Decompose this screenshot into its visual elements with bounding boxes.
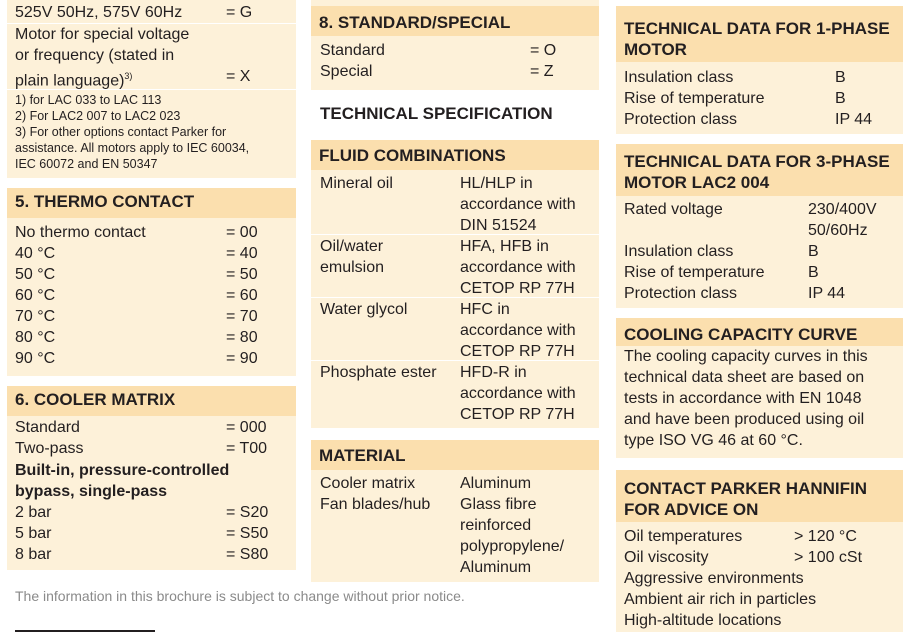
three-phase-spec-label: Insulation class xyxy=(624,243,734,260)
standard-special-code: = Z xyxy=(530,63,554,80)
contact-condition-item: Ambient air rich in particles xyxy=(624,591,817,608)
special-motor-label-2: or frequency (stated in xyxy=(15,47,175,64)
contact-condition-item: High-altitude locations xyxy=(624,612,782,629)
material-label-fan: Fan blades/hub xyxy=(320,496,431,513)
special-motor-label-3: plain language)$^{3)}$ xyxy=(15,71,133,90)
standard-special-label: Standard xyxy=(320,42,385,59)
fluid-type-label: emulsion xyxy=(320,259,385,276)
fluid-type-label: Mineral oil xyxy=(320,175,393,192)
three-phase-spec-label: Rise of temperature xyxy=(624,264,765,281)
contact-condition-item: Aggressive environments xyxy=(624,570,804,587)
fluid-spec-value: CETOP RP 77H xyxy=(460,406,575,423)
one-phase-spec-label: Protection class xyxy=(624,111,737,128)
rated-voltage-value-2: 50/60Hz xyxy=(808,222,868,239)
thermo-option-code: = 50 xyxy=(226,266,258,283)
fluid-spec-value: accordance with xyxy=(460,259,576,276)
special-motor-code: = X xyxy=(226,68,251,85)
fluid-spec-value: accordance with xyxy=(460,385,576,402)
contact-condition-value: > 100 cSt xyxy=(794,549,863,566)
fluid-spec-value: CETOP RP 77H xyxy=(460,343,575,360)
rated-voltage-value-1: 230/400V xyxy=(808,201,877,218)
bypass-option-code: = S20 xyxy=(226,504,269,521)
footnote-4: assistance. All motors apply to IEC 60034, xyxy=(15,141,250,155)
bypass-heading-1: Built-in, pressure-controlled xyxy=(15,462,230,479)
bypass-option-label: 8 bar xyxy=(15,546,52,563)
bypass-heading-2: bypass, single-pass xyxy=(15,483,168,500)
voltage-option-label: 525V 50Hz, 575V 60Hz xyxy=(15,4,183,21)
fluid-type-label: Oil/water xyxy=(320,238,384,255)
fluid-spec-value: accordance with xyxy=(460,322,576,339)
fluid-spec-value: HFC in xyxy=(460,301,510,318)
cooling-capacity-line: type ISO VG 46 at 60 °C. xyxy=(624,432,803,449)
cooler-option-label: Two-pass xyxy=(15,440,84,457)
fluid-spec-value: HL/HLP in xyxy=(460,175,533,192)
bypass-option-code: = S80 xyxy=(226,546,269,563)
footnote-ref: 3) xyxy=(124,71,133,81)
fluid-spec-value: HFD-R in xyxy=(460,364,527,381)
cooler-option-code: = 000 xyxy=(226,419,267,436)
cooling-capacity-title: COOLING CAPACITY CURVE xyxy=(616,318,903,346)
standard-special-label: Special xyxy=(320,63,373,80)
cooler-option-label: Standard xyxy=(15,419,80,436)
cooling-capacity-line: and have been produced using oil xyxy=(624,411,865,428)
thermo-option-code: = 80 xyxy=(226,329,258,346)
thermo-option-code: = 90 xyxy=(226,350,258,367)
fluid-type-label: Water glycol xyxy=(320,301,408,318)
thermo-option-label: 50 °C xyxy=(15,266,56,283)
thermo-option-code: = 70 xyxy=(226,308,258,325)
thermo-option-label: No thermo contact xyxy=(15,224,146,241)
material-value-fan-1: Glass fibre xyxy=(460,496,537,513)
footnote-3: 3) For other options contact Parker for xyxy=(15,125,227,139)
divider xyxy=(311,234,599,235)
thermo-option-label: 90 °C xyxy=(15,350,56,367)
material-label-cooler-matrix: Cooler matrix xyxy=(320,475,416,492)
three-phase-spec-value: B xyxy=(808,264,819,281)
cooling-capacity-line: technical data sheet are based on xyxy=(624,369,865,386)
thermo-option-label: 70 °C xyxy=(15,308,56,325)
three-phase-spec-label: Protection class xyxy=(624,285,737,302)
voltage-option-code: = G xyxy=(226,4,253,21)
thermo-option-code: = 00 xyxy=(226,224,258,241)
cooling-capacity-line: tests in accordance with EN 1048 xyxy=(624,390,862,407)
one-phase-title: TECHNICAL DATA FOR 1-PHASE MOTOR xyxy=(616,6,903,62)
one-phase-spec-value: B xyxy=(835,90,846,107)
cooler-option-code: = T00 xyxy=(226,440,268,457)
bypass-option-label: 2 bar xyxy=(15,504,52,521)
bypass-option-label: 5 bar xyxy=(15,525,52,542)
material-value-fan-2: reinforced xyxy=(460,517,532,534)
footnote-5: IEC 60072 and EN 50347 xyxy=(15,157,158,171)
thermo-option-code: = 40 xyxy=(226,245,258,262)
thermo-option-label: 40 °C xyxy=(15,245,56,262)
special-motor-label-1: Motor for special voltage xyxy=(15,26,190,43)
material-value-fan-3: polypropylene/ xyxy=(460,538,565,555)
divider xyxy=(311,360,599,361)
thermo-contact-title: 5. THERMO CONTACT xyxy=(7,188,296,218)
one-phase-spec-value: B xyxy=(835,69,846,86)
thermo-option-label: 80 °C xyxy=(15,329,56,346)
material-value-fan-4: Aluminum xyxy=(460,559,532,576)
thermo-option-label: 60 °C xyxy=(15,287,56,304)
fluid-spec-value: HFA, HFB in xyxy=(460,238,549,255)
technical-specification-title: TECHNICAL SPECIFICATION xyxy=(320,104,553,123)
cooling-capacity-line: The cooling capacity curves in this xyxy=(624,348,868,365)
fluid-combinations-title: FLUID COMBINATIONS xyxy=(311,140,599,170)
thermo-option-code: = 60 xyxy=(226,287,258,304)
cooler-matrix-title: 6. COOLER MATRIX xyxy=(7,386,296,416)
footnote-2: 2) For LAC2 007 to LAC2 023 xyxy=(15,109,181,123)
footnote-1: 1) for LAC 033 to LAC 113 xyxy=(15,93,162,107)
one-phase-spec-label: Rise of temperature xyxy=(624,90,765,107)
standard-special-code: = O xyxy=(530,42,557,59)
fluid-spec-value: CETOP RP 77H xyxy=(460,280,575,297)
fluid-type-label: Phosphate ester xyxy=(320,364,437,381)
contact-title: CONTACT PARKER HANNIFIN FOR ADVICE ON xyxy=(616,470,903,522)
one-phase-spec-value: IP 44 xyxy=(835,111,873,128)
standard-special-title: 8. STANDARD/SPECIAL xyxy=(311,6,599,36)
one-phase-spec-label: Insulation class xyxy=(624,69,734,86)
divider xyxy=(311,297,599,298)
three-phase-title: TECHNICAL DATA FOR 3-PHASE MOTOR LAC2 004 xyxy=(616,144,903,196)
material-title: MATERIAL xyxy=(311,440,599,470)
contact-condition-value: > 120 °C xyxy=(794,528,857,545)
contact-condition-label: Oil temperatures xyxy=(624,528,743,545)
material-value-cooler-matrix: Aluminum xyxy=(460,475,532,492)
rated-voltage-label: Rated voltage xyxy=(624,201,723,218)
disclaimer-footer: The information in this brochure is subject to change without prior notice. xyxy=(15,588,465,604)
divider xyxy=(7,89,296,90)
three-phase-spec-value: IP 44 xyxy=(808,285,846,302)
bypass-option-code: = S50 xyxy=(226,525,269,542)
contact-condition-label: Oil viscosity xyxy=(624,549,709,566)
fluid-spec-value: DIN 51524 xyxy=(460,217,537,234)
three-phase-spec-value: B xyxy=(808,243,819,260)
fluid-spec-value: accordance with xyxy=(460,196,576,213)
